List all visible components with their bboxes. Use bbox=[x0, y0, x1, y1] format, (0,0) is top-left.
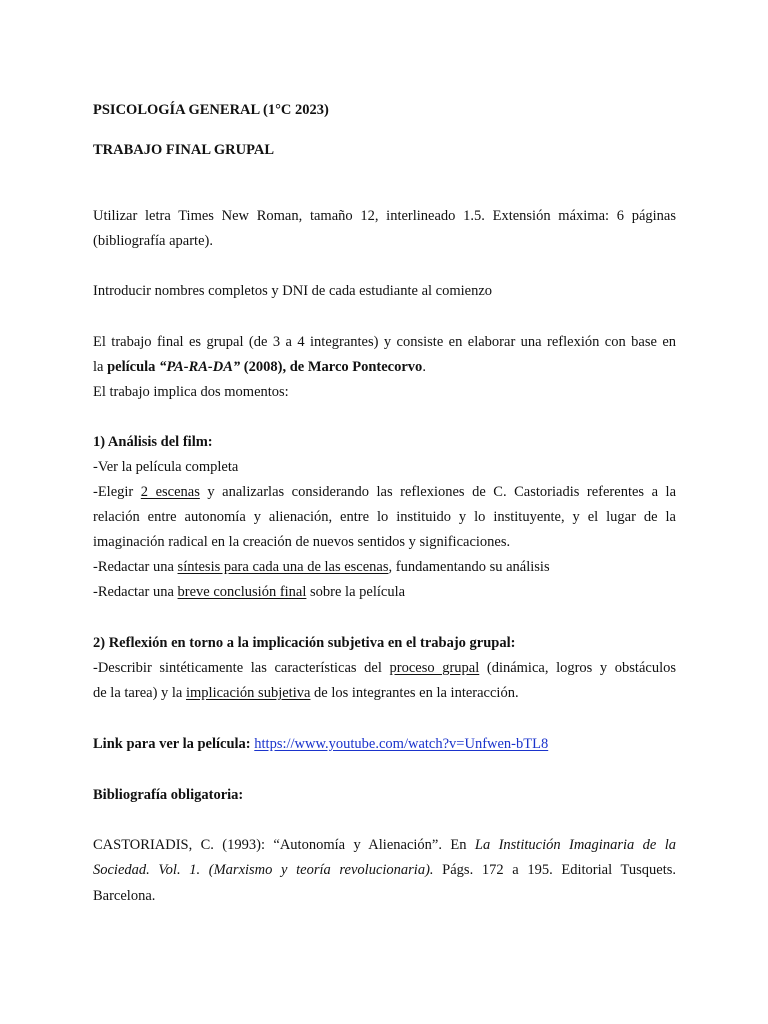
film-link-label: Link para ver la película: bbox=[93, 736, 251, 752]
description-line1: El trabajo final es grupal (de 3 a 4 integrantes) y consiste en elaborar una reflexión con base en bbox=[93, 334, 676, 350]
section1-item2-line1 bbox=[93, 482, 676, 502]
description-prefix: la bbox=[93, 359, 108, 375]
reference-line3: Barcelona. bbox=[93, 888, 156, 904]
section2-line2-suffix: de los integrantes en la interacción. bbox=[310, 685, 519, 701]
item2-underlined: 2 escenas bbox=[140, 484, 200, 500]
section1-item3 bbox=[93, 557, 676, 577]
item4-prefix: -Redactar una bbox=[93, 584, 178, 600]
names-instruction: Introducir nombres completos y DNI de cada estudiante al comienzo bbox=[93, 283, 493, 299]
document-subtitle: TRABAJO FINAL GRUPAL bbox=[93, 142, 274, 158]
section1-item1: -Ver la película completa bbox=[93, 459, 239, 475]
format-instructions-line2: (bibliografía aparte). bbox=[93, 233, 213, 249]
section2-line2-prefix: de la tarea) y la bbox=[93, 685, 186, 701]
reference-book-title-part2: Sociedad. Vol. 1. (Marxismo y teoría revolucionaria). bbox=[93, 862, 434, 878]
reference-authors: CASTORIADIS, C. (1993): “Autonomía y Alienación”. En bbox=[93, 837, 475, 853]
format-instructions-line1: Utilizar letra Times New Roman, tamaño 12, interlineado 1.5. Extensión máxima: 6 páginas bbox=[93, 208, 676, 224]
item4-suffix: sobre la película bbox=[306, 584, 406, 600]
item4-underlined: breve conclusión final bbox=[177, 584, 307, 600]
description-line2 bbox=[93, 357, 676, 377]
film-youtube-link[interactable]: https://www.youtube.com/watch?v=Unfwen-bTL8 bbox=[254, 736, 549, 752]
description-line3: El trabajo implica dos momentos: bbox=[93, 384, 289, 400]
film-title: “PA-RA-DA” bbox=[159, 359, 241, 375]
item2-prefix: -Elegir bbox=[93, 484, 141, 500]
section1-item2-line3: imaginación radical en la creación de nuevos sentidos y significaciones. bbox=[93, 534, 511, 550]
bibliography-heading: Bibliografía obligatoria: bbox=[93, 787, 244, 803]
section1-item4 bbox=[93, 582, 676, 602]
description-period: . bbox=[422, 359, 426, 375]
section2-heading: 2) Reflexión en torno a la implicación subjetiva en el trabajo grupal: bbox=[93, 635, 516, 651]
section2-line1-suffix: (dinámica, logros y obstáculos bbox=[479, 660, 676, 676]
section2-line1 bbox=[93, 658, 676, 678]
film-link-line bbox=[93, 734, 676, 754]
film-meta: (2008), de Marco Pontecorvo bbox=[240, 359, 423, 375]
section1-heading: 1) Análisis del film: bbox=[93, 434, 213, 450]
film-word: película bbox=[107, 359, 156, 375]
item3-prefix: -Redactar una bbox=[93, 559, 178, 575]
reference-book-title-part1: La Institución Imaginaria de la bbox=[474, 837, 676, 853]
item3-underlined: síntesis para cada una de las escenas bbox=[177, 559, 389, 575]
section2-line1-underlined: proceso grupal bbox=[389, 660, 480, 676]
reference-pages-publisher: Págs. 172 a 195. Editorial Tusquets. bbox=[433, 862, 676, 878]
section2-line2-underlined: implicación subjetiva bbox=[185, 685, 311, 701]
section2-line1-prefix: -Describir sintéticamente las características del bbox=[93, 660, 390, 676]
reference-line2 bbox=[93, 860, 676, 880]
item2-suffix: y analizarlas considerando las reflexiones de C. Castoriadis referentes a la bbox=[199, 484, 677, 500]
section2-line2 bbox=[93, 683, 676, 703]
reference-line1 bbox=[93, 835, 676, 855]
document-title: PSICOLOGÍA GENERAL (1°C 2023) bbox=[93, 102, 329, 118]
item3-suffix: , fundamentando su análisis bbox=[388, 559, 550, 575]
section1-item2-line2: relación entre autonomía y alienación, entre lo instituido y lo instituyente, y el lugar de la bbox=[93, 509, 676, 525]
